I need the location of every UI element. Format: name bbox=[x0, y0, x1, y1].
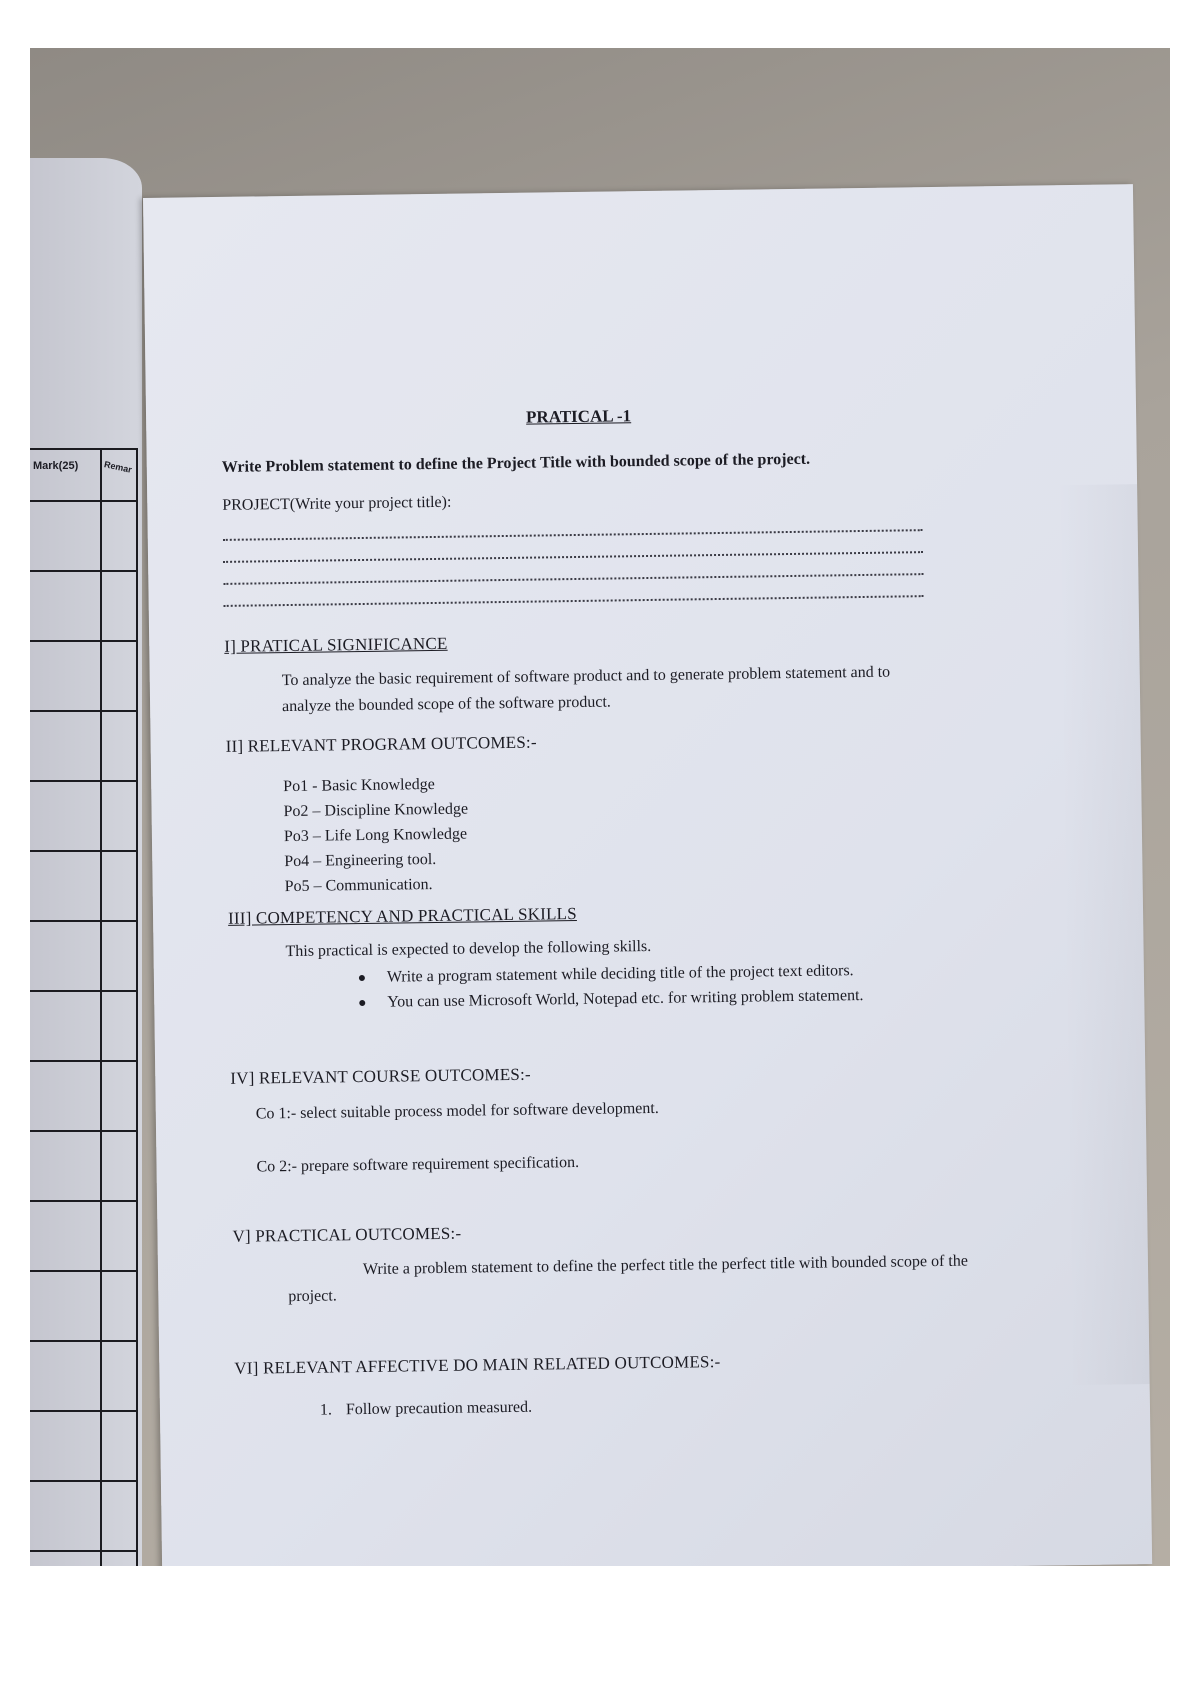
table-row-line bbox=[30, 448, 138, 450]
project-title-line bbox=[223, 549, 923, 563]
table-row-line bbox=[30, 780, 138, 782]
section-2-heading: II] RELEVANT PROGRAM OUTCOMES:- bbox=[225, 732, 537, 756]
section-1-heading: I] PRATICAL SIGNIFICANCE bbox=[224, 633, 448, 656]
section-3-heading: III] COMPETENCY AND PRACTICAL SKILLS bbox=[227, 904, 577, 928]
section-4-heading: IV] RELEVANT COURSE OUTCOMES:- bbox=[230, 1064, 531, 1088]
bullet-icon bbox=[359, 1000, 365, 1006]
section-3-text: This practical is expected to develop the following skills. bbox=[285, 937, 652, 961]
table-row-line bbox=[30, 1130, 138, 1132]
list-item: Write a program statement while deciding title of the project text editors. bbox=[359, 957, 934, 990]
project-title-line bbox=[223, 571, 923, 585]
table-row-line bbox=[30, 1200, 138, 1202]
table-row-line bbox=[30, 1550, 138, 1552]
document-photo bbox=[30, 48, 1170, 1566]
list-item: You can use Microsoft World, Notepad etc. for writing problem statement. bbox=[359, 982, 934, 1015]
table-row-line bbox=[30, 1060, 138, 1062]
marks-column-header: Mark(25) bbox=[33, 460, 79, 472]
course-outcome-2: Co 2:- prepare software requirement specification. bbox=[256, 1154, 580, 1176]
table-row-line bbox=[30, 570, 138, 572]
program-outcomes-list bbox=[283, 772, 469, 900]
table-row-line bbox=[30, 1270, 138, 1272]
table-row-line bbox=[30, 850, 138, 852]
table-column-divider bbox=[100, 448, 102, 1566]
affective-outcome-item: Follow precaution measured. bbox=[345, 1398, 533, 1419]
bullet-icon bbox=[359, 975, 365, 981]
list-item-number: 1. bbox=[319, 1401, 333, 1419]
project-title-label: PROJECT(Write your project title): bbox=[222, 493, 452, 514]
marks-table bbox=[30, 448, 138, 1566]
list-item: Po5 – Communication. bbox=[284, 876, 433, 896]
table-row-line bbox=[30, 1410, 138, 1412]
table-row-line bbox=[30, 640, 138, 642]
section-5-text: Write a problem statement to define the perfect title the perfect title with bounded scope of the project. bbox=[288, 1252, 969, 1306]
section-5-heading: V] PRACTICAL OUTCOMES:- bbox=[232, 1223, 462, 1246]
project-title-line bbox=[223, 527, 923, 541]
intro-statement: Write Problem statement to define the Project Title with bounded scope of the project. bbox=[221, 450, 811, 476]
section-6-heading: VI] RELEVANT AFFECTIVE DO MAIN RELATED OUTCOMES:- bbox=[234, 1352, 721, 1378]
left-notebook-page bbox=[30, 158, 142, 1566]
table-row-line bbox=[30, 920, 138, 922]
project-title-line bbox=[224, 593, 924, 607]
list-item: Po1 - Basic Knowledge bbox=[283, 775, 435, 796]
skills-list bbox=[359, 957, 935, 1015]
section-1-text: To analyze the basic requirement of software product and to generate problem statement and to analyze the bounded scope of the software product. bbox=[281, 663, 891, 716]
table-row-line bbox=[30, 1340, 138, 1342]
remarks-column-header: Remar bbox=[103, 459, 133, 475]
list-item: Po4 – Engineering tool. bbox=[284, 850, 437, 871]
list-item: Po2 – Discipline Knowledge bbox=[283, 800, 469, 821]
table-row-line bbox=[30, 710, 138, 712]
table-row-line bbox=[30, 1480, 138, 1482]
table-row-line bbox=[30, 990, 138, 992]
table-row-line bbox=[30, 500, 138, 502]
page-title: PRATICAL -1 bbox=[525, 406, 632, 427]
practical-sheet bbox=[143, 184, 1152, 1566]
course-outcome-1: Co 1:- select suitable process model for software development. bbox=[255, 1099, 659, 1123]
list-item: Po3 – Life Long Knowledge bbox=[283, 825, 468, 846]
